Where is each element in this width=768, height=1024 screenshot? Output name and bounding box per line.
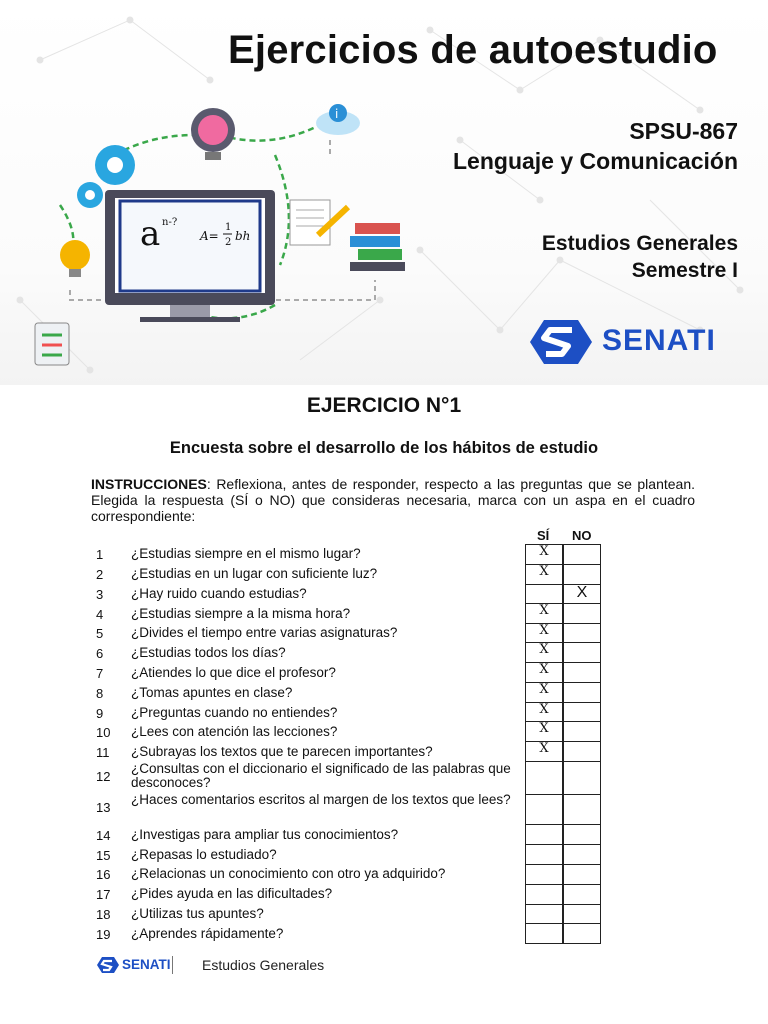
question-number: 13 bbox=[96, 800, 111, 815]
answer-no-cell[interactable] bbox=[563, 844, 601, 865]
answer-yes-cell[interactable] bbox=[525, 584, 563, 604]
course-code: SPSU-867 bbox=[629, 118, 738, 144]
question-number: 16 bbox=[96, 867, 111, 882]
question-number: 2 bbox=[96, 567, 104, 582]
answer-no-cell[interactable] bbox=[563, 564, 601, 585]
senati-logo bbox=[528, 318, 738, 366]
answer-yes-cell[interactable]: X bbox=[525, 642, 563, 663]
question-number: 10 bbox=[96, 725, 111, 740]
answer-no-cell[interactable] bbox=[563, 904, 601, 924]
answer-no-cell[interactable] bbox=[563, 761, 601, 795]
computer-monitor-icon bbox=[105, 190, 275, 322]
answer-no-cell[interactable] bbox=[563, 662, 601, 683]
question-number: 15 bbox=[96, 848, 111, 863]
svg-text:a: a bbox=[140, 214, 161, 254]
svg-text:i: i bbox=[335, 107, 339, 121]
answer-no-cell[interactable] bbox=[563, 642, 601, 663]
answer-yes-cell[interactable] bbox=[525, 904, 563, 924]
question-text: ¿Aprendes rápidamente? bbox=[131, 926, 284, 941]
question-text: ¿Estudias en un lugar con suficiente luz? bbox=[131, 566, 378, 581]
exercise-subtitle: Encuesta sobre el desarrollo de los hábitos de estudio bbox=[169, 439, 599, 457]
senati-logo-icon bbox=[528, 318, 594, 366]
exercise-title: EJERCICIO N°1 bbox=[306, 394, 462, 417]
brain-lightbulb-icon bbox=[191, 108, 235, 160]
info-cloud-icon bbox=[316, 104, 360, 135]
svg-text:2: 2 bbox=[225, 237, 232, 248]
answer-yes-cell[interactable]: X bbox=[525, 603, 563, 624]
answer-yes-cell[interactable]: X bbox=[525, 662, 563, 683]
answer-yes-cell[interactable] bbox=[525, 761, 563, 795]
answer-yes-cell[interactable] bbox=[525, 884, 563, 905]
course-name: Lenguaje y Comunicación bbox=[453, 148, 738, 174]
answer-yes-cell[interactable]: X bbox=[525, 702, 563, 722]
answer-yes-cell[interactable] bbox=[525, 794, 563, 825]
answer-yes-cell[interactable] bbox=[525, 864, 563, 885]
question-text: ¿Hay ruido cuando estudias? bbox=[131, 586, 307, 601]
answer-no-cell[interactable] bbox=[563, 623, 601, 643]
instructions bbox=[91, 476, 695, 524]
answer-yes-cell[interactable]: X bbox=[525, 721, 563, 742]
question-number: 12 bbox=[96, 769, 111, 784]
question-text: ¿Utilizas tus apuntes? bbox=[131, 906, 264, 921]
question-text: ¿Consultas con el diccionario el significado de las palabras que desconoces? bbox=[131, 761, 511, 790]
answer-yes-cell[interactable] bbox=[525, 923, 563, 944]
footer-text: Estudios Generales bbox=[202, 957, 325, 973]
page-title: Ejercicios de autoestudio bbox=[228, 28, 718, 72]
answer-no-cell[interactable] bbox=[563, 721, 601, 742]
answer-yes-cell[interactable] bbox=[525, 824, 563, 845]
column-header-no: NO bbox=[572, 528, 592, 543]
question-text: ¿Relacionas un conocimiento con otro ya adquirido? bbox=[131, 866, 446, 881]
question-number: 14 bbox=[96, 828, 111, 843]
senati-footer-logo-icon bbox=[97, 956, 119, 974]
department-name: Estudios Generales bbox=[541, 232, 738, 255]
header-banner bbox=[0, 0, 768, 385]
notebook-pencil-icon bbox=[290, 200, 348, 245]
answer-no-cell[interactable] bbox=[563, 884, 601, 905]
question-number: 17 bbox=[96, 887, 111, 902]
answer-no-cell[interactable] bbox=[563, 923, 601, 944]
question-text: ¿Atiendes lo que dice el profesor? bbox=[131, 665, 336, 680]
question-text: ¿Haces comentarios escritos al margen de los textos que lees? bbox=[131, 792, 511, 807]
svg-text:1: 1 bbox=[225, 222, 232, 233]
footer-divider bbox=[172, 956, 173, 974]
answer-no-cell[interactable]: X bbox=[563, 584, 601, 604]
senati-footer-logo-text: SENATI bbox=[122, 957, 171, 972]
question-number: 19 bbox=[96, 927, 111, 942]
question-text: ¿Repasas lo estudiado? bbox=[131, 847, 277, 862]
footer bbox=[97, 955, 397, 977]
column-header-yes: SÍ bbox=[537, 528, 550, 543]
question-text: ¿Pides ayuda en las dificultades? bbox=[131, 886, 333, 901]
instructions-text: : Reflexiona, antes de responder, respecto a las preguntas que se plantean. Elegida la respuesta (SÍ o NO) que consideras necesaria, marca con un aspa en el cuadro correspondiente: bbox=[91, 476, 695, 524]
question-number: 18 bbox=[96, 907, 111, 922]
question-number: 3 bbox=[96, 587, 104, 602]
senati-logo-text: SENATI bbox=[602, 324, 716, 357]
svg-text:A=: A= bbox=[200, 229, 219, 243]
question-number: 5 bbox=[96, 626, 104, 641]
question-number: 9 bbox=[96, 706, 104, 721]
svg-text:bh: bh bbox=[235, 229, 251, 243]
answer-no-cell[interactable] bbox=[563, 741, 601, 762]
question-text: ¿Preguntas cuando no entiendes? bbox=[131, 705, 338, 720]
question-text: ¿Estudias siempre a la misma hora? bbox=[131, 606, 351, 621]
checklist-icon bbox=[35, 323, 69, 365]
question-text: ¿Divides el tiempo entre varias asignaturas? bbox=[131, 625, 398, 640]
question-number: 6 bbox=[96, 646, 104, 661]
question-text: ¿Estudias siempre en el mismo lugar? bbox=[131, 546, 361, 561]
question-text: ¿Lees con atención las lecciones? bbox=[131, 724, 338, 739]
question-text: ¿Estudias todos los días? bbox=[131, 645, 286, 660]
answer-no-cell[interactable] bbox=[563, 682, 601, 703]
question-number: 1 bbox=[96, 547, 104, 562]
answer-no-cell[interactable] bbox=[563, 702, 601, 722]
lightbulb-icon bbox=[60, 240, 90, 277]
question-number: 11 bbox=[96, 745, 110, 760]
answer-yes-cell[interactable]: X bbox=[525, 564, 563, 585]
answer-yes-cell[interactable] bbox=[525, 844, 563, 865]
semester-label: Semestre I bbox=[631, 259, 738, 282]
answer-no-cell[interactable] bbox=[563, 603, 601, 624]
answer-no-cell[interactable] bbox=[563, 824, 601, 845]
question-number: 8 bbox=[96, 686, 104, 701]
svg-text:n-?: n-? bbox=[162, 217, 178, 228]
answer-no-cell[interactable] bbox=[563, 864, 601, 885]
answer-no-cell[interactable] bbox=[563, 544, 601, 565]
question-text: ¿Investigas para ampliar tus conocimientos? bbox=[131, 827, 399, 842]
instructions-label: INSTRUCCIONES bbox=[91, 476, 207, 492]
answer-yes-cell[interactable]: X bbox=[525, 741, 563, 762]
answer-no-cell[interactable] bbox=[563, 794, 601, 825]
answer-yes-cell[interactable]: X bbox=[525, 544, 563, 565]
question-text: ¿Subrayas los textos que te parecen importantes? bbox=[131, 744, 433, 759]
answer-yes-cell[interactable]: X bbox=[525, 682, 563, 703]
question-text: ¿Tomas apuntes en clase? bbox=[131, 685, 293, 700]
answer-yes-cell[interactable]: X bbox=[525, 623, 563, 643]
books-icon bbox=[350, 223, 405, 271]
question-number: 7 bbox=[96, 666, 104, 681]
study-illustration bbox=[20, 95, 410, 385]
question-number: 4 bbox=[96, 607, 104, 622]
